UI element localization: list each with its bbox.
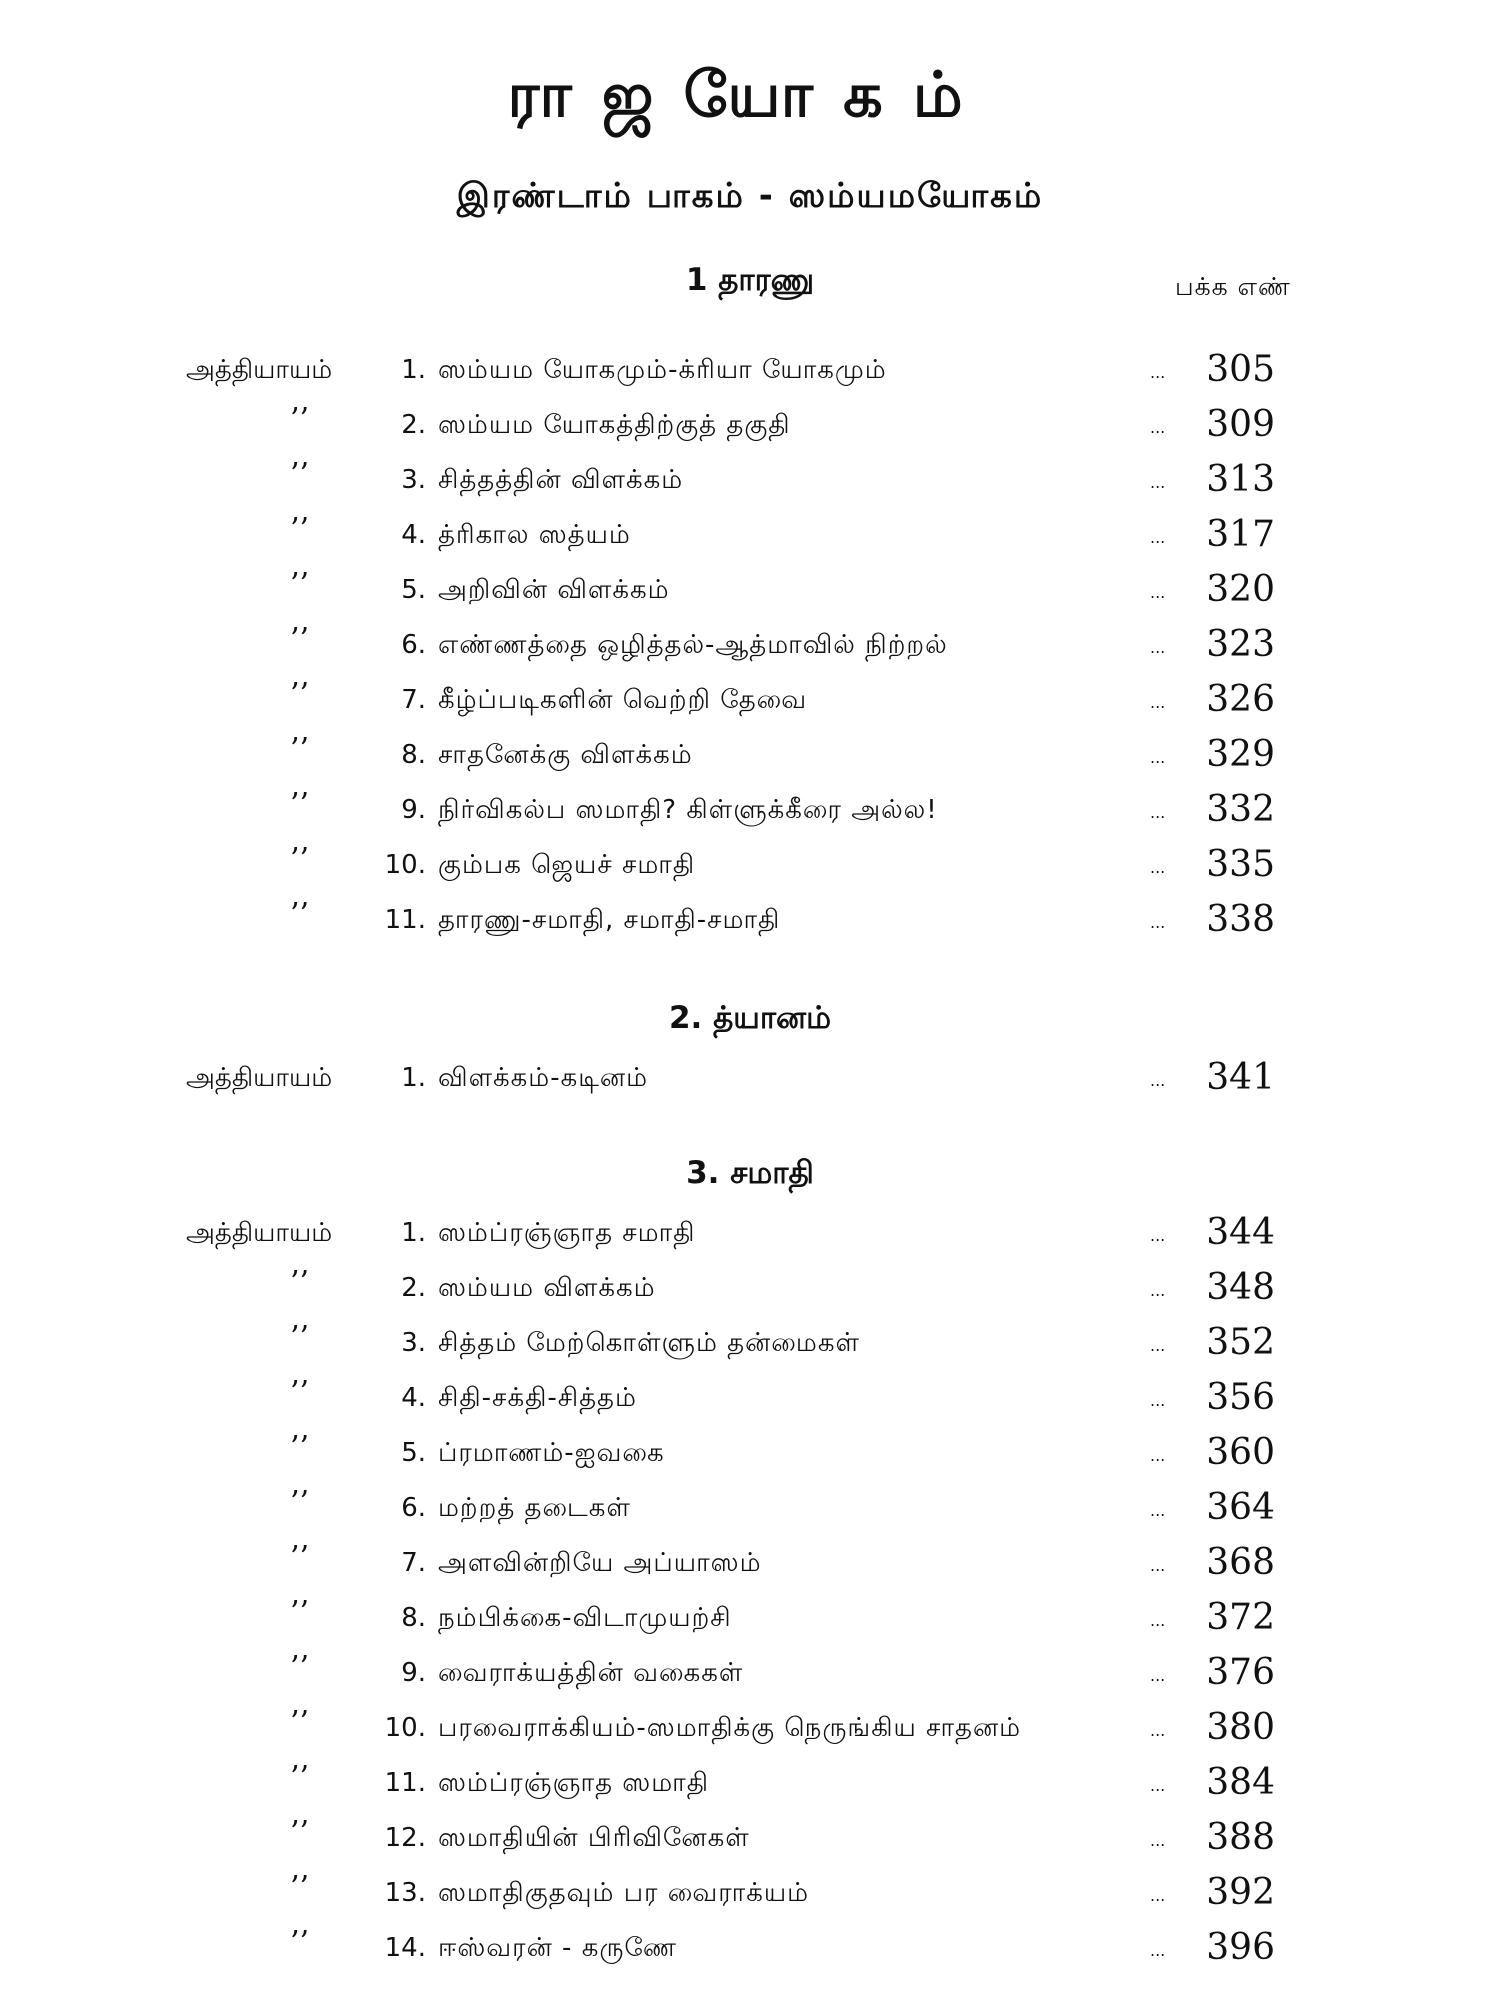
- leader-dots: ...: [1150, 858, 1166, 877]
- entry-title: சித்தம் மேற்கொள்ளும் தன்மைகள்: [438, 1328, 860, 1358]
- ditto-mark: ’’: [290, 787, 310, 822]
- entry-number: 8.: [401, 1603, 426, 1633]
- leader-dots: ...: [1150, 528, 1166, 547]
- page-number-column-label: பக்க எண்: [1175, 272, 1291, 301]
- entry-number: 1.: [401, 1218, 426, 1248]
- leader-dots: ...: [1150, 1446, 1166, 1465]
- entry-number: 11.: [384, 905, 426, 935]
- entry-title: பரவைராக்கியம்-ஸமாதிக்கு நெருங்கிய சாதனம்: [438, 1713, 1022, 1743]
- ditto-mark: ’’: [290, 842, 310, 877]
- toc-entry: [0, 1595, 1500, 1645]
- toc-entry: [0, 347, 1500, 397]
- page-number: 372: [1206, 1597, 1275, 1638]
- leader-dots: ...: [1150, 803, 1166, 822]
- ditto-mark: ’’: [290, 1650, 310, 1685]
- leader-dots: ...: [1150, 418, 1166, 437]
- toc-entry: [0, 897, 1500, 947]
- ditto-mark: ’’: [290, 512, 310, 547]
- page-number: 313: [1206, 459, 1275, 500]
- ditto-mark: ’’: [290, 677, 310, 712]
- entry-number: 4.: [401, 1383, 426, 1413]
- toc-entry: [0, 1265, 1500, 1315]
- ditto-mark: ’’: [290, 1815, 310, 1850]
- toc-entry: [0, 1210, 1500, 1260]
- entry-title: ஸம்யம விளக்கம்: [438, 1273, 656, 1303]
- entry-number: 1.: [401, 1063, 426, 1093]
- leader-dots: ...: [1150, 1071, 1166, 1090]
- entry-number: 11.: [384, 1768, 426, 1798]
- entry-title: அளவின்றியே அப்யாஸம்: [438, 1548, 762, 1578]
- entry-title: நம்பிக்கை-விடாமுயற்சி: [438, 1603, 732, 1633]
- chapter-label: அத்தியாயம்: [186, 1063, 333, 1093]
- leader-dots: ...: [1150, 1886, 1166, 1905]
- ditto-mark: ’’: [290, 622, 310, 657]
- toc-entry: [0, 567, 1500, 617]
- page-number: 309: [1206, 404, 1275, 445]
- toc-entry: [0, 402, 1500, 452]
- entry-title: சிதி-சக்தி-சித்தம்: [438, 1383, 637, 1413]
- leader-dots: ...: [1150, 1831, 1166, 1850]
- leader-dots: ...: [1150, 1611, 1166, 1630]
- ditto-mark: ’’: [290, 1760, 310, 1795]
- page-number: 360: [1206, 1432, 1275, 1473]
- entry-number: 2.: [401, 1273, 426, 1303]
- toc-entry: [0, 1760, 1500, 1810]
- leader-dots: ...: [1150, 1281, 1166, 1300]
- ditto-mark: ’’: [290, 1485, 310, 1520]
- leader-dots: ...: [1150, 363, 1166, 382]
- section-heading: 1 தாரணு: [685, 262, 815, 298]
- entry-title: தாரணு-சமாதி, சமாதி-சமாதி: [438, 905, 781, 935]
- toc-entry: [0, 1540, 1500, 1590]
- toc-entry: [0, 1375, 1500, 1425]
- entry-number: 5.: [401, 1438, 426, 1468]
- leader-dots: ...: [1150, 1226, 1166, 1245]
- toc-entry: [0, 1870, 1500, 1920]
- leader-dots: ...: [1150, 1336, 1166, 1355]
- entry-title: எண்ணத்தை ஒழித்தல்-ஆத்மாவில் நிற்றல்: [438, 630, 948, 660]
- page-number: 323: [1206, 624, 1275, 665]
- ditto-mark: ’’: [290, 1430, 310, 1465]
- toc-entry: [0, 1815, 1500, 1865]
- leader-dots: ...: [1150, 1391, 1166, 1410]
- leader-dots: ...: [1150, 748, 1166, 767]
- page-number: 388: [1206, 1817, 1275, 1858]
- entry-title: மற்றத் தடைகள்: [438, 1493, 631, 1523]
- entry-number: 7.: [401, 685, 426, 715]
- leader-dots: ...: [1150, 1666, 1166, 1685]
- page-number: 317: [1206, 514, 1275, 555]
- entry-title: ஸமாதியின் பிரிவினேகள்: [438, 1823, 750, 1853]
- leader-dots: ...: [1150, 583, 1166, 602]
- section-heading: 2. த்யானம்: [668, 1000, 832, 1036]
- entry-number: 2.: [401, 410, 426, 440]
- ditto-mark: ’’: [290, 402, 310, 437]
- entry-title: வைராக்யத்தின் வகைகள்: [438, 1658, 744, 1688]
- toc-entry: [0, 1055, 1500, 1105]
- entry-number: 7.: [401, 1548, 426, 1578]
- leader-dots: ...: [1150, 1721, 1166, 1740]
- ditto-mark: ’’: [290, 1375, 310, 1410]
- toc-entry: [0, 732, 1500, 782]
- toc-entry: [0, 512, 1500, 562]
- page-number: 320: [1206, 569, 1275, 610]
- toc-entry: [0, 1925, 1500, 1975]
- chapter-label: அத்தியாயம்: [186, 1218, 333, 1248]
- entry-number: 14.: [384, 1933, 426, 1963]
- toc-entry: [0, 1485, 1500, 1535]
- ditto-mark: ’’: [290, 567, 310, 602]
- entry-title: ஸம்யம யோகத்திற்குத் தகுதி: [438, 410, 791, 440]
- book-title: ராஜயோகம்: [507, 58, 993, 131]
- ditto-mark: ’’: [290, 1870, 310, 1905]
- entry-title: ஸம்ப்ரஞ்ஞாத ஸமாதி: [438, 1768, 710, 1798]
- leader-dots: ...: [1150, 473, 1166, 492]
- entry-title: அறிவின் விளக்கம்: [438, 575, 670, 605]
- entry-title: ஈஸ்வரன் - கருணே: [438, 1933, 677, 1963]
- toc-entry: [0, 677, 1500, 727]
- page-number: 352: [1206, 1322, 1275, 1363]
- leader-dots: ...: [1150, 1556, 1166, 1575]
- toc-entry: [0, 842, 1500, 892]
- entry-title: ஸம்ப்ரஞ்ஞாத சமாதி: [438, 1218, 696, 1248]
- ditto-mark: ’’: [290, 1925, 310, 1960]
- entry-number: 6.: [401, 630, 426, 660]
- toc-entry: [0, 622, 1500, 672]
- toc-entry: [0, 457, 1500, 507]
- page-number: 380: [1206, 1707, 1275, 1748]
- page-number: 305: [1206, 349, 1275, 390]
- entry-number: 12.: [384, 1823, 426, 1853]
- page-number: 368: [1206, 1542, 1275, 1583]
- page-number: 396: [1206, 1927, 1275, 1968]
- entry-title: விளக்கம்-கடினம்: [438, 1063, 649, 1093]
- section-heading: 3. சமாதி: [686, 1155, 814, 1191]
- entry-title: ஸம்யம யோகமும்-க்ரியா யோகமும்: [438, 355, 887, 385]
- leader-dots: ...: [1150, 913, 1166, 932]
- page-number: 338: [1206, 899, 1275, 940]
- entry-title: ஸமாதிகுதவும் பர வைராக்யம்: [438, 1878, 810, 1908]
- page-number: 384: [1206, 1762, 1275, 1803]
- entry-number: 8.: [401, 740, 426, 770]
- leader-dots: ...: [1150, 1501, 1166, 1520]
- page-number: 344: [1206, 1212, 1275, 1253]
- chapter-label: அத்தியாயம்: [186, 355, 333, 385]
- entry-number: 9.: [401, 1658, 426, 1688]
- toc-entry: [0, 1430, 1500, 1480]
- toc-entry: [0, 787, 1500, 837]
- page-number: 364: [1206, 1487, 1275, 1528]
- leader-dots: ...: [1150, 1941, 1166, 1960]
- page-number: 329: [1206, 734, 1275, 775]
- entry-title: த்ரிகால ஸத்யம்: [438, 520, 631, 550]
- entry-number: 13.: [384, 1878, 426, 1908]
- page-number: 326: [1206, 679, 1275, 720]
- entry-number: 6.: [401, 1493, 426, 1523]
- entry-number: 1.: [401, 355, 426, 385]
- entry-title: கும்பக ஜெயச் சமாதி: [438, 850, 696, 880]
- leader-dots: ...: [1150, 638, 1166, 657]
- leader-dots: ...: [1150, 1776, 1166, 1795]
- page-number: 348: [1206, 1267, 1275, 1308]
- entry-number: 9.: [401, 795, 426, 825]
- ditto-mark: ’’: [290, 1540, 310, 1575]
- entry-title: ப்ரமாணம்-ஐவகை: [438, 1438, 665, 1468]
- ditto-mark: ’’: [290, 1265, 310, 1300]
- page-number: 335: [1206, 844, 1275, 885]
- toc-entry: [0, 1650, 1500, 1700]
- entry-title: நிர்விகல்ப ஸமாதி? கிள்ளுக்கீரை அல்ல!: [438, 795, 938, 825]
- page-number: 332: [1206, 789, 1275, 830]
- page-number: 341: [1206, 1057, 1275, 1098]
- entry-number: 10.: [384, 1713, 426, 1743]
- entry-number: 3.: [401, 1328, 426, 1358]
- ditto-mark: ’’: [290, 897, 310, 932]
- entry-title: சாதனேக்கு விளக்கம்: [438, 740, 693, 770]
- entry-title: சித்தத்தின் விளக்கம்: [438, 465, 684, 495]
- entry-title: கீழ்ப்படிகளின் வெற்றி தேவை: [438, 685, 808, 715]
- ditto-mark: ’’: [290, 732, 310, 767]
- leader-dots: ...: [1150, 693, 1166, 712]
- entry-number: 10.: [384, 850, 426, 880]
- ditto-mark: ’’: [290, 1705, 310, 1740]
- entry-number: 5.: [401, 575, 426, 605]
- ditto-mark: ’’: [290, 1595, 310, 1630]
- entry-number: 3.: [401, 465, 426, 495]
- page-number: 392: [1206, 1872, 1275, 1913]
- part-subtitle: இரண்டாம் பாகம் - ஸம்யமயோகம்: [456, 176, 1044, 216]
- page-number: 376: [1206, 1652, 1275, 1693]
- toc-entry: [0, 1320, 1500, 1370]
- toc-entry: [0, 1705, 1500, 1755]
- entry-number: 4.: [401, 520, 426, 550]
- ditto-mark: ’’: [290, 1320, 310, 1355]
- ditto-mark: ’’: [290, 457, 310, 492]
- page-number: 356: [1206, 1377, 1275, 1418]
